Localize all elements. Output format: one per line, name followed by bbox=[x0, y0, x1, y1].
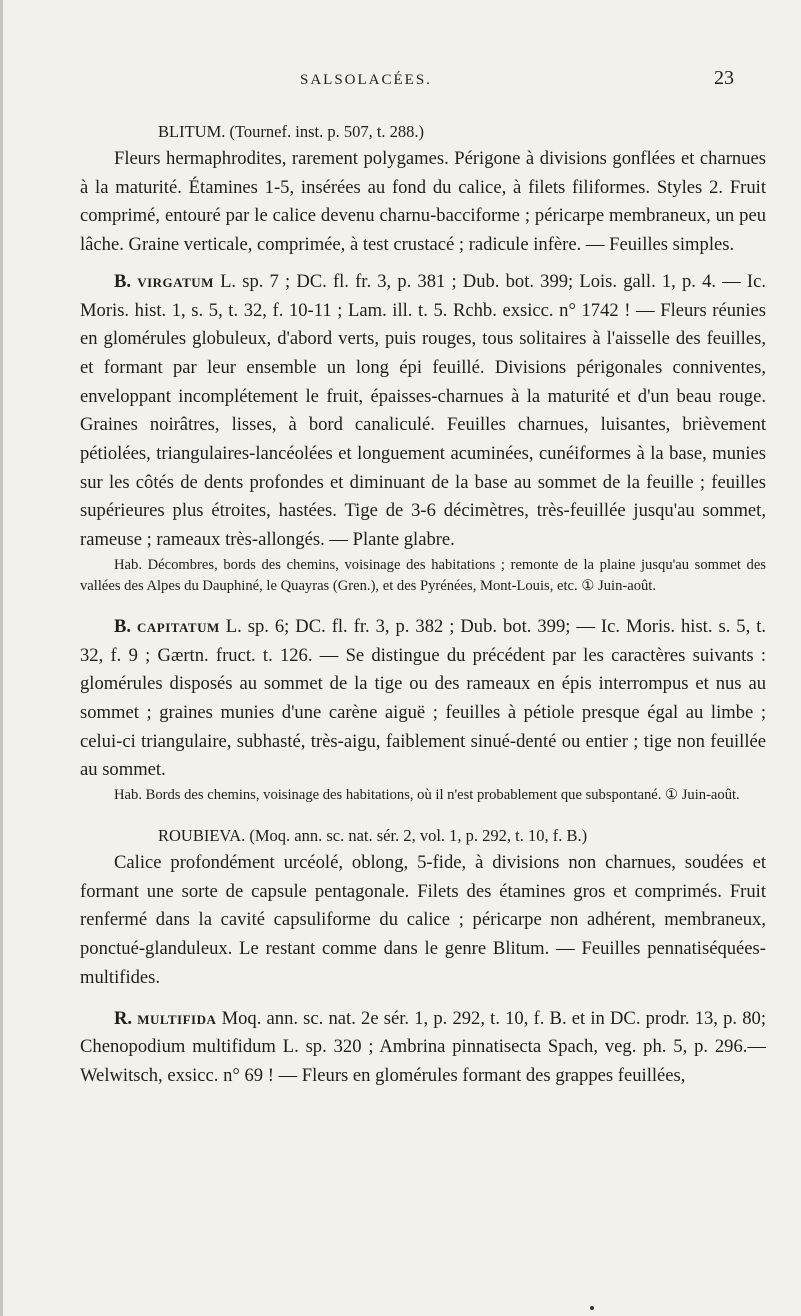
page-header bbox=[0, 67, 801, 96]
habitat-capitatum: Hab. Bords des chemins, voisinage des habitations, où il n'est probablement que subspontané. ① Juin-août. bbox=[114, 787, 740, 804]
running-head: SALSOLACÉES. bbox=[300, 72, 432, 88]
species-text: L. sp. 7 ; DC. fl. fr. 3, p. 381 ; Dub. bot. 399; Lois. gall. 1, p. 4. — Ic. Moris. hist. 1, s. 5, t. 32, f. 10-11 ; Lam. ill. t. 5. Rchb. exsicc. n° 1742 ! — Fleurs réunies en glomérules globuleux, d'abord verts, puis rouges, tous solitaires à l'aisselle des feuilles, et formant par leur ensemble un long épi feuillé. Divisions périgonales conniventes, enveloppant incomplétement le fruit, épaisses-charnues à la maturité et d'un beau rouge. Graines noirâtres, lisses, à bord canaliculé. Feuilles charnues, luisantes, brièvement pétiolées, triangulaires-lancéolées et longuement acuminées, cunéiformes à la base, munies sur les côtés de dents profondes et diminuant de la base au sommet de la feuille ; feuilles supérieures plus étroites, hastées. Tige de 3-6 décimètres, très-feuillée jusqu'au sommet, rameuse ; rameaux très-allongés. — Plante glabre. bbox=[80, 270, 766, 551]
species-virgatum bbox=[80, 268, 766, 555]
species-mark: B. bbox=[114, 270, 132, 292]
genus-description-blitum: Fleurs hermaphrodites, rarement polygames. Périgone à divisions gonflées et charnues à la maturité. Étamines 1-5, insérées au fond du calice, à filets filiformes. Styles 2. Fruit comprimé, entouré par le calice devenu charnu-bacciforme ; péricarpe membraneux, un peu lâche. Graine verticale, comprimée, à test crustacé ; radicule infère. — Feuilles simples. bbox=[80, 148, 766, 256]
page-body bbox=[80, 118, 766, 1091]
species-name: multifida bbox=[137, 1007, 217, 1029]
species-mark: B. bbox=[114, 615, 132, 637]
page-edge bbox=[0, 0, 3, 1316]
genus-heading-blitum: BLITUM. (Tournef. inst. p. 507, t. 288.) bbox=[158, 122, 425, 141]
species-text: L. sp. 6; DC. fl. fr. 3, p. 382 ; Dub. bot. 399; — Ic. Moris. hist. s. 5, t. 32, f. 9 ; Gærtn. fruct. t. 126. — Se distingue du précédent par les caractères suivants : glomérules disposés au sommet de la tige ou des rameaux en épis interrompus et nus au sommet ; graines munies d'une carène aiguë ; feuilles à pétiole presque égal au limbe ; celui-ci triangulaire, subhasté, très-aigu, faiblement sinué-denté ou entier ; tige non feuillée au sommet. bbox=[80, 615, 767, 781]
ink-speck bbox=[590, 1306, 594, 1310]
species-name: virgatum bbox=[137, 270, 214, 292]
species-name: capitatum bbox=[137, 615, 220, 637]
page-number: 23 bbox=[714, 67, 734, 89]
species-mark: R. bbox=[114, 1007, 133, 1029]
genus-heading-roubieva: ROUBIEVA. (Moq. ann. sc. nat. sér. 2, vol. 1, p. 292, t. 10, f. B.) bbox=[158, 826, 588, 846]
species-capitatum bbox=[80, 613, 766, 785]
habitat-virgatum: Hab. Décombres, bords des chemins, voisinage des habitations ; remonte de la plaine jusqu'au sommet des vallées des Alpes du Dauphiné, le Quayras (Gren.), et des Pyrénées, Mont-Louis, etc. ① Juin-août. bbox=[80, 556, 766, 594]
species-text: Moq. ann. sc. nat. 2e sér. 1, p. 292, t. 10, f. B. et in DC. prodr. 13, p. 80; Chenopodium multifidum L. sp. 320 ; Ambrina pinnatisecta Spach, veg. ph. 5, p. 296.— Welwitsch, exsicc. n° 69 ! — Fleurs en glomérules formant des grappes feuillées, bbox=[80, 1007, 766, 1086]
species-multifida bbox=[80, 1005, 766, 1091]
genus-description-roubieva: Calice profondément urcéolé, oblong, 5-fide, à divisions non charnues, soudées et formant une sorte de capsule pentagonale. Filets des étamines gros et comprimés. Fruit renfermé dans la cavité capsuliforme du calice ; péricarpe non adhérent, membraneux, ponctué-glanduleux. Le restant comme dans le genre Blitum. — Feuilles pennatiséquées-multifides. bbox=[80, 852, 766, 988]
